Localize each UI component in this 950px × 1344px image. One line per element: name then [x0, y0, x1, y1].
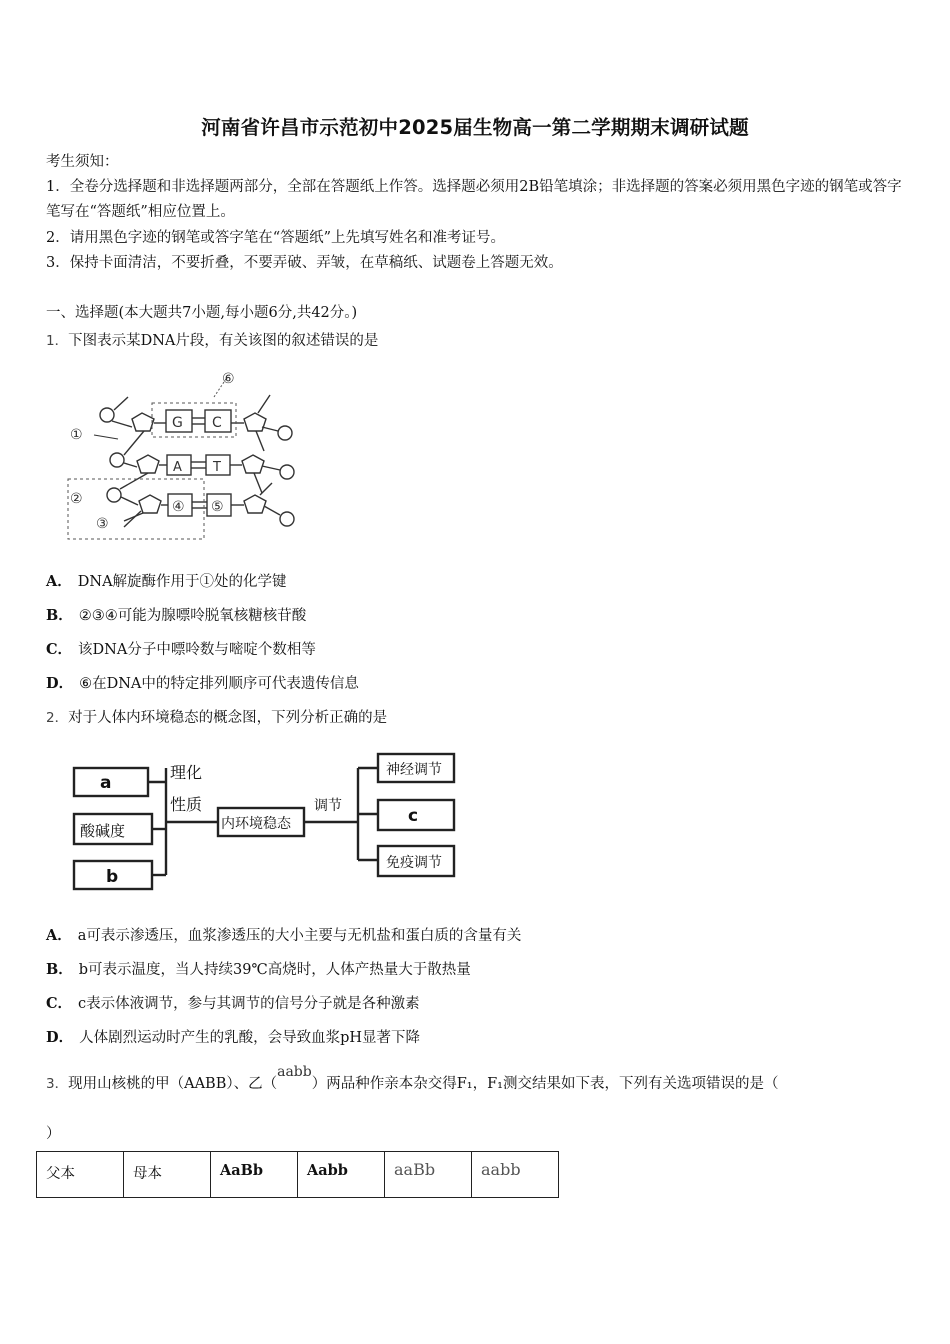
page-title: 河南省许昌市示范初中2025届生物高一第二学期期末调研试题 — [201, 116, 749, 139]
testcross-table — [36, 1151, 559, 1198]
box-b: b — [106, 867, 119, 887]
question-number: 1． — [46, 333, 69, 349]
dna-diagram — [62, 365, 312, 545]
base-t: T — [213, 460, 221, 475]
question-3-end: ） — [46, 1126, 61, 1142]
table-row — [37, 1152, 559, 1198]
base-g: G — [172, 415, 183, 431]
notice-item-3: 3．保持卡面清洁，不要折叠，不要弄破、弄皱，在草稿纸、试题卷上答题无效。 — [46, 255, 563, 271]
question-stem-after: ）两品种作亲本杂交得F₁，F₁测交结果如下表，下列有关选项错误的是（ — [311, 1076, 779, 1092]
section-heading: 一、选择题(本大题共7小题,每小题6分,共42分。) — [46, 305, 358, 321]
question-number: 2． — [46, 710, 69, 726]
base-5: ⑤ — [211, 499, 224, 515]
base-4: ④ — [172, 499, 185, 515]
label-6: ⑥ — [222, 371, 235, 387]
question-2 — [46, 706, 387, 727]
center-box: 内环境稳态 — [221, 816, 291, 832]
homeostasis-diagram — [68, 750, 468, 895]
table-cell-aabb2: Aabb — [298, 1152, 385, 1198]
q2-option-d[interactable]: D． 人体剧烈运动时产生的乳酸，会导致血浆pH显著下降 — [46, 1029, 421, 1046]
question-stem-before: 现用山核桃的甲（AABB）、乙（ — [68, 1076, 278, 1092]
box-acid: 酸碱度 — [80, 822, 126, 840]
notice-item-1: 1．全卷分选择题和非选择题两部分，全部在答题纸上作答。选择题必须用2B铅笔填涂；非选择题的答案必须用黑色字迹的钢笔或答字笔写在“答题纸”相应位置上。 — [46, 179, 902, 220]
base-a: A — [173, 460, 182, 475]
label-prop-1: 理化 — [170, 763, 203, 782]
q2-option-c[interactable]: C． c表示体液调节，参与其调节的信号分子就是各种激素 — [46, 995, 420, 1012]
label-regulate: 调节 — [314, 798, 342, 814]
table-cell-father: 父本 — [37, 1152, 124, 1198]
gene-aabb: aabb — [277, 1064, 312, 1080]
table-cell-aabb3: aaBb — [385, 1152, 472, 1198]
notice-item-2: 2．请用黑色字迹的钢笔或答字笔在“答题纸”上先填写姓名和准考证号。 — [46, 230, 506, 246]
question-number: 3． — [46, 1076, 69, 1092]
label-1: ① — [70, 427, 83, 443]
table-cell-aabb1: AaBb — [211, 1152, 298, 1198]
label-3: ③ — [96, 516, 109, 532]
box-c: c — [408, 806, 419, 826]
question-1 — [46, 329, 378, 350]
question-stem: 下图表示某DNA片段，有关该图的叙述错误的是 — [68, 333, 379, 349]
q1-option-a[interactable]: A． DNA解旋酶作用于①处的化学键 — [46, 573, 287, 590]
table-cell-aabb4: aabb — [472, 1152, 559, 1198]
box-immune: 免疫调节 — [386, 855, 442, 871]
q2-option-b[interactable]: B． b可表示温度，当人持续39℃高烧时，人体产热量大于散热量 — [46, 961, 471, 978]
table-cell-mother: 母本 — [124, 1152, 211, 1198]
q1-option-b[interactable]: B． ②③④可能为腺嘌呤脱氧核糖核苷酸 — [46, 607, 307, 624]
label-prop-2: 性质 — [170, 795, 203, 814]
q2-option-a[interactable]: A． a可表示渗透压，血浆渗透压的大小主要与无机盐和蛋白质的含量有关 — [46, 927, 522, 944]
q1-option-c[interactable]: C． 该DNA分子中嘌呤数与嘧啶个数相等 — [46, 641, 316, 658]
label-2: ② — [70, 491, 83, 507]
question-3 — [46, 1064, 779, 1093]
question-stem: 对于人体内环境稳态的概念图，下列分析正确的是 — [68, 710, 388, 726]
base-c: C — [212, 415, 222, 431]
box-neuro: 神经调节 — [386, 762, 442, 778]
notice-heading: 考生须知： — [46, 154, 119, 170]
q1-option-d[interactable]: D． ⑥在DNA中的特定排列顺序可代表遗传信息 — [46, 675, 359, 692]
box-a: a — [100, 773, 112, 793]
